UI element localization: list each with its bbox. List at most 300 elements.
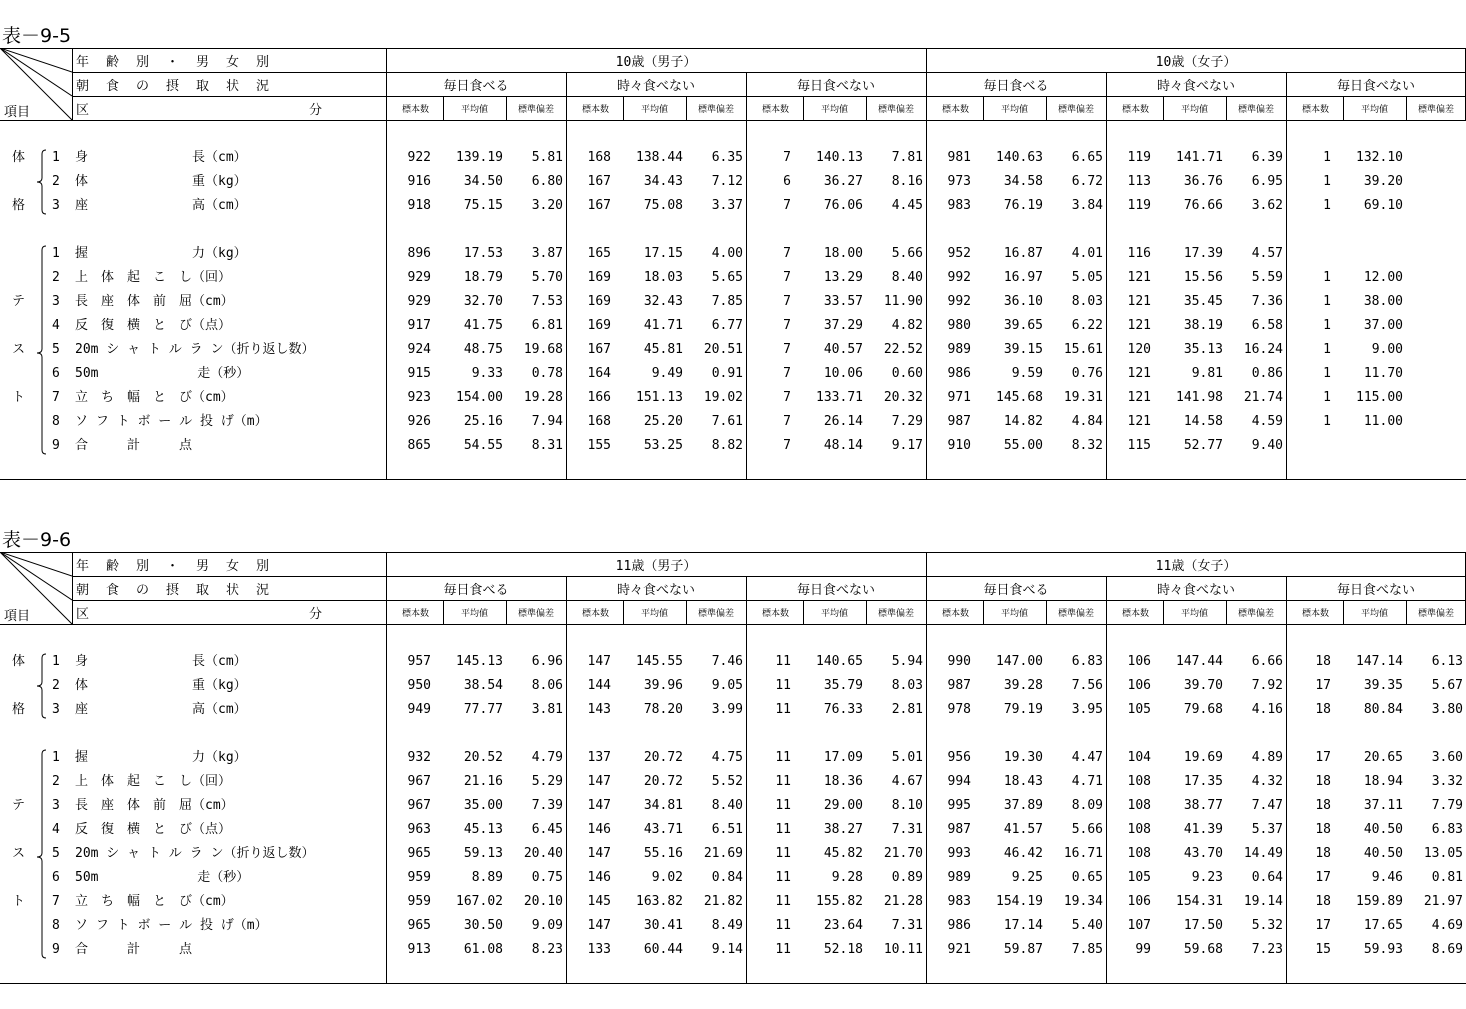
row-number: 2 [52,774,60,789]
value-cell: 22.52 [883,342,923,357]
value-cell: 115.00 [1356,390,1403,405]
table-row [0,866,1466,890]
value-cell: 932 [407,750,431,765]
value-cell: 7 [783,414,791,429]
value-cell: 37.11 [1363,798,1403,813]
value-cell: 7.92 [1251,678,1283,693]
value-cell: 75.08 [643,198,683,213]
value-cell: 6.81 [531,318,563,333]
side-label-body: 体 [12,150,26,165]
row-number: 1 [52,150,60,165]
value-cell: 11.90 [883,294,923,309]
stat-heading: 標本数 [761,609,789,619]
value-cell: 147 [587,798,611,813]
value-cell: 140.63 [996,150,1043,165]
diagonal-line [0,48,72,96]
table-row [0,698,1466,722]
value-cell: 2.81 [891,702,923,717]
value-cell: 18 [1315,894,1331,909]
row-label: 20m シ ャ ト ル ラ ン（折り返し数） [75,846,315,861]
row-label: 長 座 体 前 屈（cm） [75,294,234,309]
value-cell: 11 [775,702,791,717]
value-cell: 16.87 [1003,246,1043,261]
table-row [0,194,1466,218]
value-cell: 163.82 [636,894,683,909]
stat-heading: 平均値 [460,609,488,619]
value-cell: 48.75 [463,342,503,357]
value-cell: 20.72 [643,774,683,789]
sub-col-rule [1226,96,1227,120]
side-label-test: ス [12,342,26,357]
sub-col-rule [443,600,444,624]
row-number: 3 [52,702,60,717]
value-cell: 25.20 [643,414,683,429]
value-cell: 30.41 [643,918,683,933]
value-cell: 115 [1127,438,1151,453]
group-female-heading: 10歳（女子） [1155,55,1237,70]
table-row [0,434,1466,458]
value-cell: 167 [587,342,611,357]
value-cell: 967 [407,774,431,789]
value-cell: 154.19 [996,894,1043,909]
value-cell: 39.96 [643,678,683,693]
value-cell: 45.81 [643,342,683,357]
value-cell: 5.29 [531,774,563,789]
value-cell: 18.03 [643,270,683,285]
value-cell: 4.45 [891,198,923,213]
value-cell: 38.00 [1363,294,1403,309]
status-heading: 毎日食べない [796,79,875,94]
header-category-right: 分 [309,103,323,118]
table-row [0,818,1466,842]
value-cell: 145 [587,894,611,909]
value-cell: 4.84 [1071,414,1103,429]
value-cell: 9.09 [531,918,563,933]
value-cell: 6.96 [531,654,563,669]
sub-col-rule [1406,600,1407,624]
value-cell: 19.34 [1063,894,1103,909]
value-cell: 916 [407,174,431,189]
table-row [0,314,1466,338]
table-caption: 表－9-6 [2,529,72,551]
value-cell: 6.35 [711,150,743,165]
sub-col-rule [866,600,867,624]
value-cell: 6.39 [1251,150,1283,165]
value-cell: 7.47 [1251,798,1283,813]
value-cell: 5.40 [1071,918,1103,933]
value-cell: 40.50 [1363,822,1403,837]
value-cell: 41.39 [1183,822,1223,837]
value-cell: 6.13 [1431,654,1463,669]
stat-heading: 平均値 [1180,105,1208,115]
row-label: 長 座 体 前 屈（cm） [75,798,234,813]
value-cell: 5.67 [1431,678,1463,693]
value-cell: 141.71 [1176,150,1223,165]
value-cell: 166 [587,390,611,405]
value-cell: 146 [587,822,611,837]
value-cell: 39.65 [1003,318,1043,333]
value-cell: 164 [587,366,611,381]
value-cell: 980 [947,318,971,333]
value-cell: 923 [407,390,431,405]
value-cell: 950 [407,678,431,693]
value-cell: 35.13 [1183,342,1223,357]
value-cell: 7.29 [891,414,923,429]
value-cell: 36.27 [823,174,863,189]
value-cell: 169 [587,270,611,285]
value-cell: 0.91 [711,366,743,381]
stat-heading: 平均値 [640,609,668,619]
row-label: 反 復 横 と び（点） [75,822,232,837]
value-cell: 121 [1127,390,1151,405]
value-cell: 20.32 [883,390,923,405]
stat-heading: 標本数 [401,609,429,619]
value-cell: 52.18 [823,942,863,957]
value-cell: 1 [1323,270,1331,285]
value-cell: 926 [407,414,431,429]
value-cell: 137 [587,750,611,765]
value-cell: 9.59 [1011,366,1043,381]
value-cell: 17.39 [1183,246,1223,261]
value-cell: 121 [1127,414,1151,429]
value-cell: 9.25 [1011,870,1043,885]
value-cell: 14.82 [1003,414,1043,429]
value-cell: 19.68 [523,342,563,357]
value-cell: 35.79 [823,678,863,693]
value-cell: 167.02 [456,894,503,909]
header-top-rule [0,48,1466,49]
value-cell: 18 [1315,702,1331,717]
value-cell: 7 [783,342,791,357]
sub-col-rule [1406,96,1407,120]
value-cell: 147 [587,654,611,669]
row-number: 7 [52,894,60,909]
value-cell: 37.00 [1363,318,1403,333]
value-cell: 76.33 [823,702,863,717]
value-cell: 69.10 [1363,198,1403,213]
value-cell: 7 [783,318,791,333]
value-cell: 35.45 [1183,294,1223,309]
value-cell: 21.28 [883,894,923,909]
value-cell: 17 [1315,870,1331,885]
stat-heading: 平均値 [1360,609,1388,619]
value-cell: 80.84 [1363,702,1403,717]
value-cell: 994 [947,774,971,789]
row-label: 身 長（cm） [75,654,247,669]
value-cell: 39.15 [1003,342,1043,357]
value-cell: 1 [1323,366,1331,381]
value-cell: 76.06 [823,198,863,213]
value-cell: 11.70 [1363,366,1403,381]
value-cell: 5.32 [1251,918,1283,933]
value-cell: 120 [1127,342,1151,357]
side-label-test: ス [12,846,26,861]
value-cell: 993 [947,846,971,861]
stat-heading: 標準偏差 [517,609,554,619]
side-label-test: ト [12,894,26,909]
stat-heading: 標本数 [1301,105,1329,115]
value-cell: 21.97 [1423,894,1463,909]
item-label: 項目 [4,609,31,624]
value-cell: 48.14 [823,438,863,453]
value-cell: 918 [407,198,431,213]
status-heading: 毎日食べない [1336,583,1415,598]
value-cell: 7 [783,246,791,261]
value-cell: 165 [587,246,611,261]
value-cell: 896 [407,246,431,261]
value-cell: 3.62 [1251,198,1283,213]
table-row [0,290,1466,314]
value-cell: 3.32 [1431,774,1463,789]
value-cell: 1 [1323,342,1331,357]
table-row [0,266,1466,290]
value-cell: 9.46 [1371,870,1403,885]
value-cell: 154.00 [456,390,503,405]
value-cell: 8.40 [891,270,923,285]
value-cell: 5.59 [1251,270,1283,285]
value-cell: 145.13 [456,654,503,669]
value-cell: 6.83 [1431,822,1463,837]
value-cell: 40.50 [1363,846,1403,861]
value-cell: 0.65 [1071,870,1103,885]
value-cell: 54.55 [463,438,503,453]
value-cell: 987 [947,822,971,837]
value-cell: 4.75 [711,750,743,765]
row-number: 9 [52,438,60,453]
value-cell: 5.66 [891,246,923,261]
value-cell: 987 [947,678,971,693]
value-cell: 17.50 [1183,918,1223,933]
value-cell: 3.99 [711,702,743,717]
header-rule-3 [72,96,1466,97]
value-cell: 21.82 [703,894,743,909]
side-label-test: テ [12,798,26,813]
sub-col-rule [506,600,507,624]
value-cell: 8.23 [531,942,563,957]
side-label-body: 体 [12,654,26,669]
value-cell: 32.70 [463,294,503,309]
value-cell: 169 [587,294,611,309]
value-cell: 106 [1127,654,1151,669]
value-cell: 987 [947,414,971,429]
table-row [0,386,1466,410]
value-cell: 76.19 [1003,198,1043,213]
row-label: 上 体 起 こ し（回） [75,270,232,285]
sub-col-rule [686,96,687,120]
value-cell: 37.29 [823,318,863,333]
value-cell: 39.70 [1183,678,1223,693]
value-cell: 1 [1323,390,1331,405]
sub-col-rule [686,600,687,624]
value-cell: 34.58 [1003,174,1043,189]
value-cell: 39.35 [1363,678,1403,693]
value-cell: 924 [407,342,431,357]
row-label: 立 ち 幅 と び（cm） [75,390,234,405]
value-cell: 8.06 [531,678,563,693]
header-top-rule [0,552,1466,553]
row-number: 8 [52,918,60,933]
value-cell: 17 [1315,918,1331,933]
value-cell: 59.68 [1183,942,1223,957]
row-label: 座 高（cm） [75,702,247,717]
value-cell: 4.89 [1251,750,1283,765]
value-cell: 11 [775,678,791,693]
value-cell: 7 [783,366,791,381]
value-cell: 7.61 [711,414,743,429]
value-cell: 7 [783,270,791,285]
value-cell: 147 [587,918,611,933]
sub-col-rule [1046,96,1047,120]
row-label: 50m 走（秒） [75,366,250,381]
value-cell: 865 [407,438,431,453]
value-cell: 39.20 [1363,174,1403,189]
row-label: ソ フ ト ボ ー ル 投 げ（m） [75,414,268,429]
value-cell: 116 [1127,246,1151,261]
value-cell: 3.81 [531,702,563,717]
value-cell: 108 [1127,822,1151,837]
stat-heading: 標本数 [1121,609,1149,619]
value-cell: 17.35 [1183,774,1223,789]
value-cell: 39.28 [1003,678,1043,693]
row-number: 1 [52,654,60,669]
value-cell: 38.54 [463,678,503,693]
value-cell: 8.10 [891,798,923,813]
stat-heading: 標本数 [761,105,789,115]
row-label: ソ フ ト ボ ー ル 投 げ（m） [75,918,268,933]
value-cell: 7.31 [891,918,923,933]
table-row [0,170,1466,194]
value-cell: 33.57 [823,294,863,309]
table-row [0,650,1466,674]
value-cell: 17 [1315,750,1331,765]
row-number: 7 [52,390,60,405]
row-number: 1 [52,750,60,765]
value-cell: 4.16 [1251,702,1283,717]
value-cell: 60.44 [643,942,683,957]
stat-heading: 標準偏差 [1237,105,1274,115]
value-cell: 1 [1323,150,1331,165]
value-cell: 4.69 [1431,918,1463,933]
value-cell: 973 [947,174,971,189]
value-cell: 11 [775,750,791,765]
value-cell: 18 [1315,774,1331,789]
item-label: 項目 [4,105,31,120]
value-cell: 0.76 [1071,366,1103,381]
value-cell: 8.03 [1071,294,1103,309]
value-cell: 18 [1315,822,1331,837]
stat-heading: 標本数 [581,105,609,115]
value-cell: 20.52 [463,750,503,765]
stat-heading: 標準偏差 [517,105,554,115]
value-cell: 16.71 [1063,846,1103,861]
value-cell: 6.80 [531,174,563,189]
value-cell: 0.86 [1251,366,1283,381]
value-cell: 15 [1315,942,1331,957]
table-row [0,890,1466,914]
value-cell: 19.28 [523,390,563,405]
value-cell: 18 [1315,654,1331,669]
value-cell: 7.85 [711,294,743,309]
value-cell: 6.45 [531,822,563,837]
value-cell: 7 [783,198,791,213]
value-cell: 7.46 [711,654,743,669]
value-cell: 1 [1323,198,1331,213]
value-cell: 133.71 [816,390,863,405]
value-cell: 10.11 [883,942,923,957]
value-cell: 34.43 [643,174,683,189]
value-cell: 4.57 [1251,246,1283,261]
table-row [0,842,1466,866]
value-cell: 5.66 [1071,822,1103,837]
value-cell: 147.14 [1356,654,1403,669]
value-cell: 8.69 [1431,942,1463,957]
value-cell: 147.44 [1176,654,1223,669]
side-label-body: 格 [12,702,26,717]
row-number: 2 [52,270,60,285]
value-cell: 20.40 [523,846,563,861]
value-cell: 41.75 [463,318,503,333]
value-cell: 46.42 [1003,846,1043,861]
header-breakfast-status: 朝 食 の 摂 取 状 況 [76,79,272,94]
value-cell: 5.52 [711,774,743,789]
stat-heading: 平均値 [1000,105,1028,115]
sub-col-rule [803,96,804,120]
row-label: 合 計 点 [75,942,193,957]
sub-col-rule [1343,96,1344,120]
value-cell: 11 [775,894,791,909]
value-cell: 3.87 [531,246,563,261]
value-cell: 21.74 [1243,390,1283,405]
status-heading: 時々食べない [616,583,695,598]
value-cell: 9.49 [651,366,683,381]
row-label: 50m 走（秒） [75,870,250,885]
value-cell: 19.14 [1243,894,1283,909]
value-cell: 989 [947,342,971,357]
value-cell: 0.64 [1251,870,1283,885]
value-cell: 8.89 [471,870,503,885]
value-cell: 34.81 [643,798,683,813]
row-label: 体 重（kg） [75,678,247,693]
value-cell: 11 [775,822,791,837]
stat-heading: 平均値 [1000,609,1028,619]
brace-test [34,749,48,959]
value-cell: 4.71 [1071,774,1103,789]
value-cell: 5.05 [1071,270,1103,285]
diagonal-line [0,552,72,576]
value-cell: 38.27 [823,822,863,837]
value-cell: 143 [587,702,611,717]
stat-heading: 標本数 [941,105,969,115]
value-cell: 138.44 [636,150,683,165]
value-cell: 8.49 [711,918,743,933]
value-cell: 25.16 [463,414,503,429]
value-cell: 19.30 [1003,750,1043,765]
value-cell: 983 [947,198,971,213]
row-label: 合 計 点 [75,438,193,453]
value-cell: 11 [775,774,791,789]
value-cell: 3.80 [1431,702,1463,717]
value-cell: 4.79 [531,750,563,765]
row-number: 3 [52,798,60,813]
value-cell: 5.70 [531,270,563,285]
value-cell: 0.60 [891,366,923,381]
value-cell: 15.61 [1063,342,1103,357]
value-cell: 957 [407,654,431,669]
row-number: 6 [52,870,60,885]
header-bottom-rule [0,120,1466,121]
value-cell: 4.47 [1071,750,1103,765]
table-row [0,914,1466,938]
